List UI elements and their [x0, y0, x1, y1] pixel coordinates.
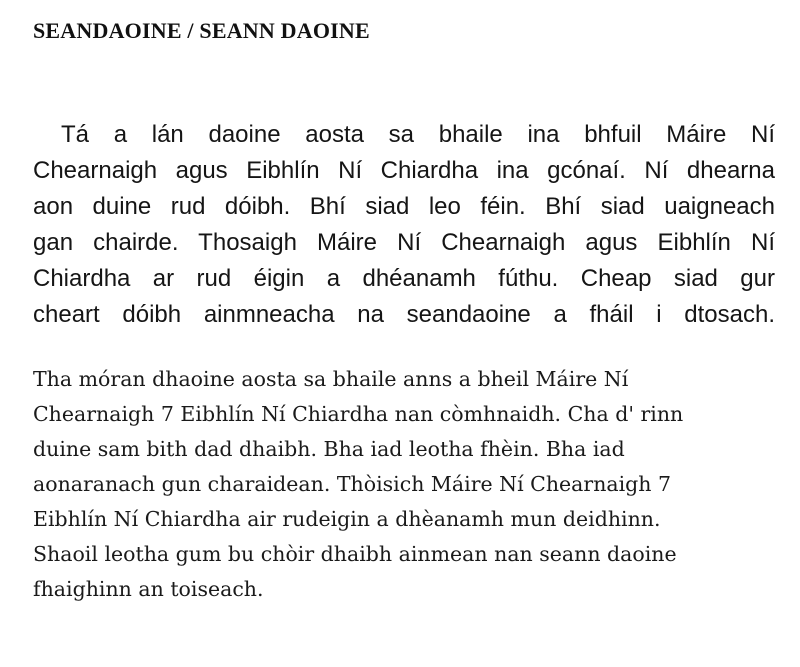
- gaelic-paragraph-line: Chearnaigh 7 Eibhlín Ní Chiardha nan còmhnaidh. Cha d' rinn: [33, 402, 684, 426]
- irish-paragraph-line: gan chairde. Thosaigh Máire Ní Chearnaigh agus Eibhlín Ní: [33, 229, 775, 256]
- gaelic-paragraph-line: aonaranach gun charaidean. Thòisich Máire Ní Chearnaigh 7: [33, 472, 672, 496]
- gaelic-paragraph-line: fhaighinn an toiseach.: [33, 577, 264, 601]
- gaelic-paragraph: [33, 362, 773, 607]
- gaelic-paragraph-line: Tha móran dhaoine aosta sa bhaile anns a bheil Máire Ní: [33, 367, 629, 391]
- gaelic-paragraph-line: Shaoil leotha gum bu chòir dhaibh ainmean nan seann daoine: [33, 542, 677, 566]
- irish-paragraph-line: cheart dóibh ainmneacha na seandaoine a fháil i dtosach.: [33, 301, 775, 328]
- irish-paragraph-line: Chearnaigh agus Eibhlín Ní Chiardha ina gcónaí. Ní dhearna: [33, 157, 775, 184]
- irish-paragraph: [33, 117, 775, 333]
- page-title: SEANDAOINE / SEANN DAOINE: [33, 18, 370, 43]
- gaelic-paragraph-line: Eibhlín Ní Chiardha air rudeigin a dhèanamh mun deidhinn.: [33, 507, 661, 531]
- irish-paragraph-line: aon duine rud dóibh. Bhí siad leo féin. Bhí siad uaigneach: [33, 193, 775, 220]
- irish-paragraph-line: Chiardha ar rud éigin a dhéanamh fúthu. Cheap siad gur: [33, 265, 775, 292]
- gaelic-paragraph-line: duine sam bith dad dhaibh. Bha iad leotha fhèin. Bha iad: [33, 437, 625, 461]
- irish-paragraph-line: Tá a lán daoine aosta sa bhaile ina bhfuil Máire Ní: [61, 121, 775, 148]
